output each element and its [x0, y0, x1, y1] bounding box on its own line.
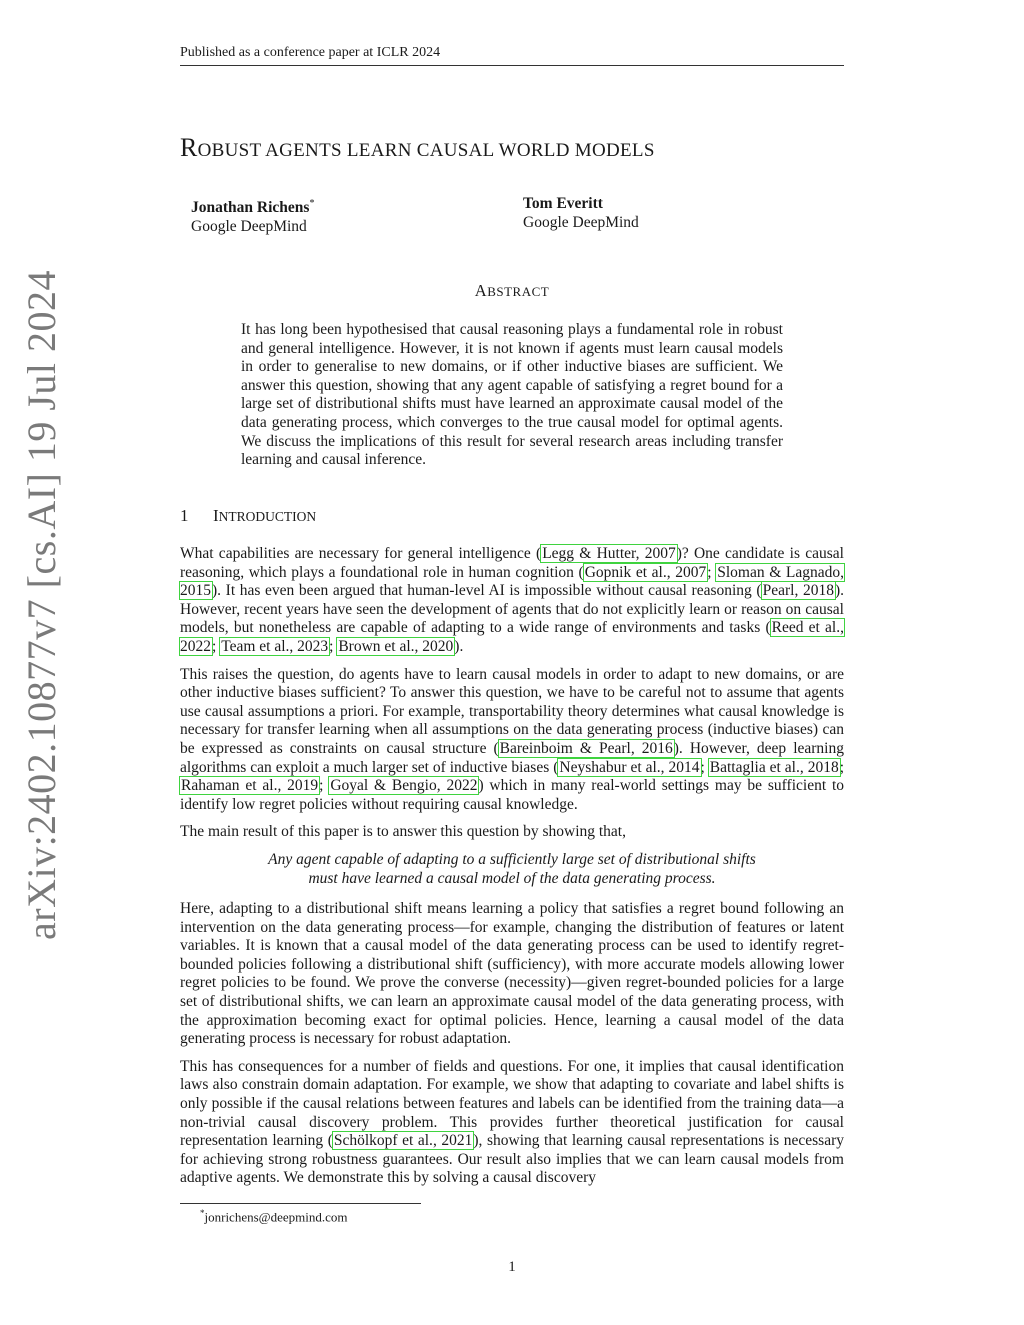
key-claim-quote [180, 851, 844, 888]
citation-link[interactable]: Battaglia et al., 2018 [709, 758, 839, 776]
citation-link[interactable]: Sloman & Lagnado, 2015 [180, 563, 845, 600]
text-run: ) which in many real-world settings may be sufficient to identify low regret policies without requiring causal knowledge. [180, 777, 845, 813]
citation-link[interactable]: Schölkopf et al., 2021 [333, 1132, 473, 1150]
paragraph [180, 545, 844, 657]
arxiv-identifier-stamp: arXiv:2402.10877v7 [cs.AI] 19 Jul 2024 [19, 269, 64, 940]
author-1 [191, 194, 314, 236]
text-run: ; [329, 637, 338, 655]
author-affiliation: Google DeepMind [191, 218, 307, 236]
citation-link[interactable]: Team et al., 2023 [221, 637, 329, 655]
paragraph: The main result of this paper is to answer this question by showing that, [180, 823, 626, 841]
abstract-text: It has long been hypothesised that causal reasoning plays a fundamental role in robust and general intelligence. However, it is not known if agents must learn causal models in order to generalise to new domains, or if other inductive biases are sufficient. We answer this question, showing that any agent capable of satisfying a regret bound for a large set of distributional shifts must have learned an approximate causal model of the data generating process, which converges to the true causal model for optimal agents. We discuss the implications of this result for several research areas including transfer learning and causal inference. [241, 321, 783, 469]
abstract-heading-rest: BSTRACT [487, 284, 550, 299]
text-run: This has consequences for a number of fields and questions. For one, it implies that causal identification laws also constrain domain adaptation. For example, we show that adapting to covariate and label shifts is only possible if the causal relations between features and labels can be identified from the training data—a non-trivial causal discovery problem. This provides further theoretical justification for causal representation learning ( [180, 1057, 844, 1150]
text-run: ; [212, 637, 221, 655]
author-footnote-mark: * [309, 198, 315, 209]
paragraph [180, 666, 844, 815]
text-run: ). [454, 637, 464, 655]
quote-line: must have learned a causal model of the data generating process. [308, 869, 716, 887]
author-affiliation: Google DeepMind [523, 214, 639, 231]
citation-link[interactable]: Legg & Hutter, 2007 [542, 545, 676, 562]
paper-title [180, 133, 844, 166]
author-name: Jonathan Richens [191, 199, 310, 217]
citation-link[interactable]: Neyshabur et al., 2014 [559, 758, 700, 776]
footnote-divider [180, 1203, 421, 1204]
author-2 [523, 194, 639, 232]
paragraph: Here, adapting to a distributional shift means learning a policy that satisfies a regret bound following an intervention on the data generating process—for example, changing the distribution of features or latent variables. It is known that a causal model of the data generating process can be used to identify regret-bounded policies following a distributional shift (sufficiency), with more accurate models allowing lower regret policies to be found. We prove the converse (necessity)—given regret-bounded policies for a large set of distributional shifts, we can learn an approximate causal model of the data generating process, with the approximation becoming exact for optimal policies. Hence, learning a causal model of the data generating process is necessary for robust adaptation. [180, 900, 844, 1048]
abstract-heading-initial: A [474, 281, 488, 300]
text-run: ; [319, 777, 330, 795]
footnote [200, 1208, 348, 1225]
section-number: 1 [180, 506, 189, 525]
running-header: Published as a conference paper at ICLR 2024 [180, 44, 844, 66]
text-run: ). However, recent years have seen the development of agents that do not explicitly learn or reason on causal models, but nonetheless are capable of adapting to a wide range of environments and tasks ( [180, 582, 845, 637]
page-number: 1 [508, 1259, 516, 1275]
citation-link[interactable]: Gopnik et al., 2007 [584, 563, 707, 581]
text-run: ). It has even been argued that human-level AI is impossible without causal reasoning ( [212, 582, 762, 600]
footnote-email[interactable]: jonrichens@deepmind.com [204, 1209, 348, 1225]
quote-line: Any agent capable of adapting to a sufficiently large set of distributional shifts [268, 850, 756, 868]
text-run: ; [707, 563, 717, 581]
text-run: ; [700, 758, 709, 776]
title-rest: OBUST AGENTS LEARN CAUSAL WORLD MODELS [197, 140, 655, 161]
introduction-body [180, 545, 844, 1197]
citation-link[interactable]: Bareinboim & Pearl, 2016 [499, 739, 673, 757]
section-initial: I [213, 506, 219, 525]
paragraph [180, 1058, 844, 1188]
citation-link[interactable]: Rahaman et al., 2019 [181, 777, 319, 795]
text-run: This raises the question, do agents have to learn causal models in order to adapt to new domains, or are other inductive biases sufficient? To answer this question, we have to be careful not to assume that agents use causal assumptions a priori. For example, transportability theory determines what causal knowledge is necessary for transfer learning when all assumptions on the data generating process (inductive biases) can be expressed as constraints on causal structure ( [180, 665, 844, 757]
section-rest: NTRODUCTION [218, 509, 317, 524]
footnote-mark: * [200, 1208, 205, 1218]
text-run: ; [839, 758, 845, 776]
text-run: ). However, deep learning algorithms can exploit a much larger set of inductive biases ( [180, 739, 844, 776]
citation-link[interactable]: Pearl, 2018 [762, 582, 834, 600]
citation-link[interactable]: Brown et al., 2020 [338, 637, 454, 655]
title-initial: R [180, 133, 198, 162]
text-run: )? One candidate is causal reasoning, which plays a foundational role in human cognition ( [180, 545, 844, 581]
text-run: ), showing that learning causal representations is necessary for achieving strong robustness guarantees. Our result also implies that we can learn causal models from adaptive agents. We demonstrate this by solving a causal discovery [180, 1132, 844, 1187]
text-run: What capabilities are necessary for general intelligence ( [180, 545, 542, 562]
author-name: Tom Everitt [523, 195, 603, 212]
abstract-heading [180, 281, 844, 301]
citation-link[interactable]: Goyal & Bengio, 2022 [330, 777, 478, 795]
section-heading-introduction [180, 506, 316, 526]
citation-link[interactable]: Reed et al., 2022 [180, 619, 844, 655]
